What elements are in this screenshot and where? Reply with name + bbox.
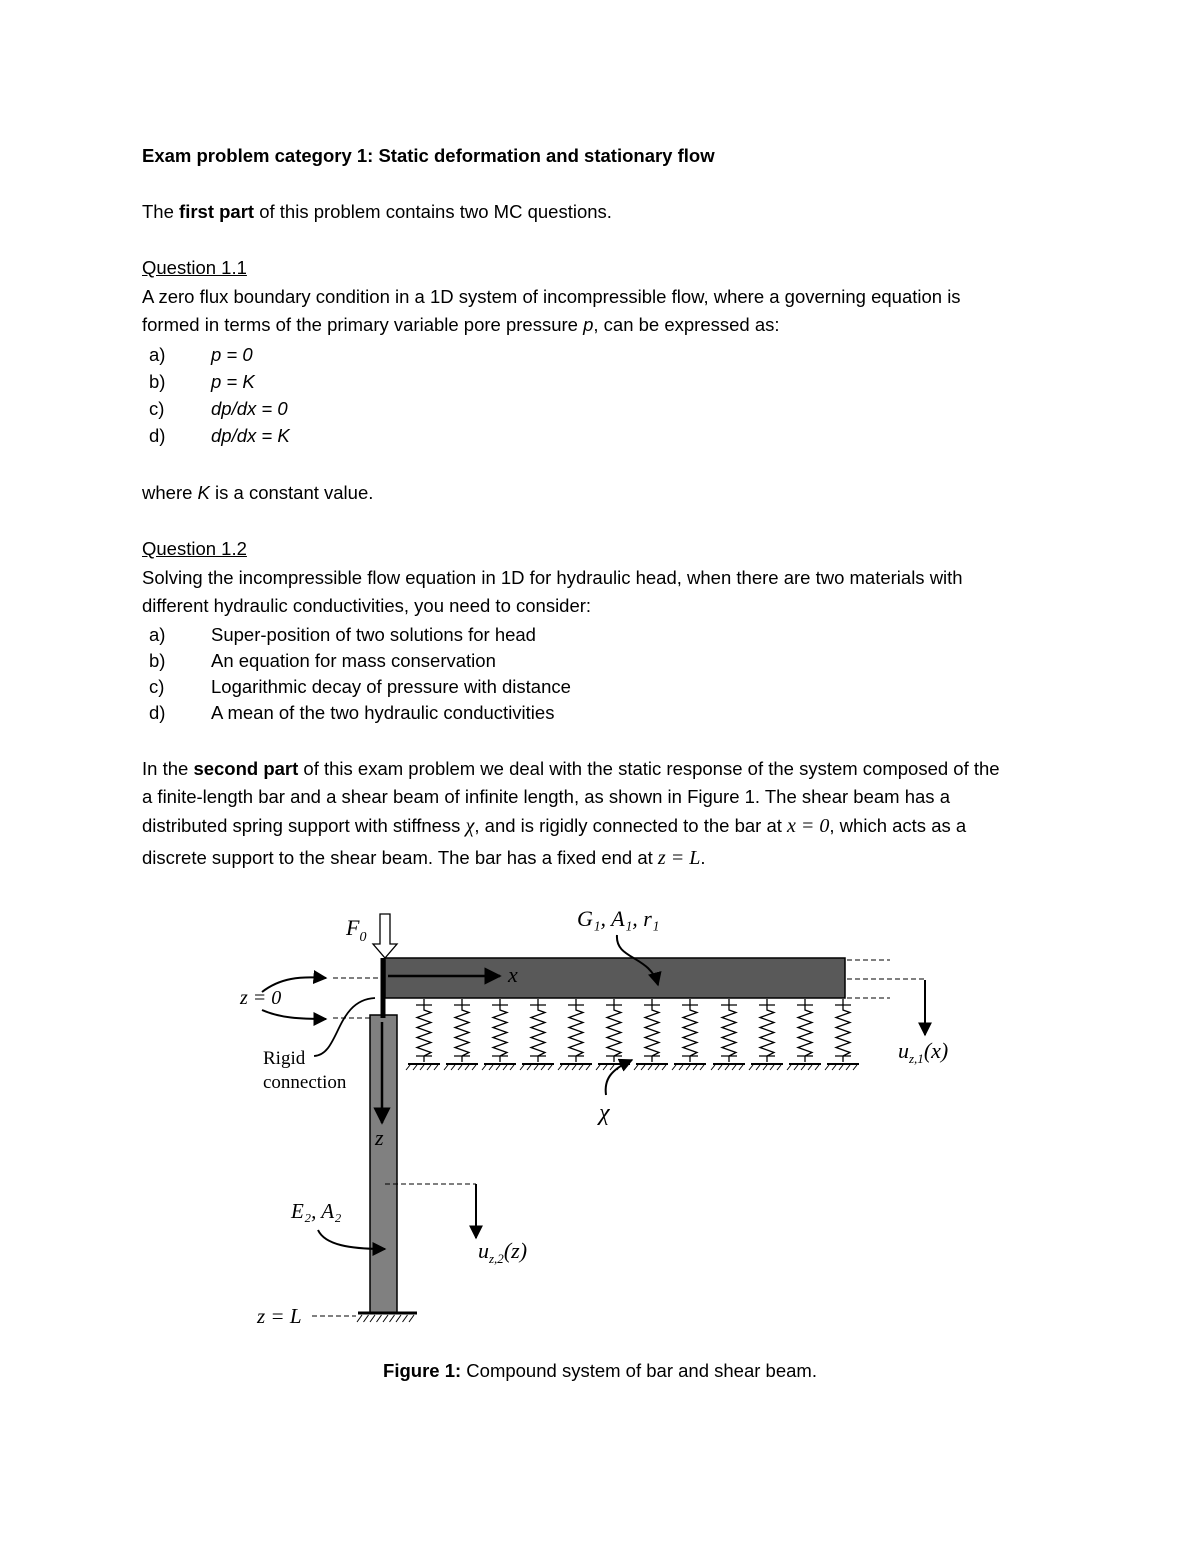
- question-1-2-heading: Question 1.2: [142, 538, 247, 559]
- bar-properties-label: E₂, A₂: [291, 1199, 342, 1223]
- fixed-hatch-mark: [383, 1315, 388, 1322]
- part2-l3-post: , which acts as a: [829, 815, 967, 836]
- option-label: c): [149, 676, 165, 697]
- question-1-1-heading: Question 1.1: [142, 257, 247, 278]
- beam-properties-label: G₁, A₁, r₁: [577, 906, 660, 931]
- option-text: A mean of the two hydraulic conductivities: [211, 702, 555, 723]
- force-arrow: [373, 914, 397, 958]
- spring-supports: [406, 999, 859, 1070]
- fixed-hatch-mark: [370, 1315, 375, 1322]
- fixed-hatch-mark: [403, 1315, 408, 1322]
- question-1-2-line-2: different hydraulic conductivities, you need to consider:: [142, 595, 592, 616]
- note-var: K: [197, 482, 210, 503]
- option-text: dp/dx = 0: [211, 398, 288, 419]
- fixed-hatch-mark: [357, 1315, 362, 1322]
- spring-9: [711, 999, 745, 1070]
- part2-l1-pre: In the: [142, 758, 194, 779]
- part2-l3-mid: , and is rigidly connected to the bar at: [474, 815, 788, 836]
- spring-11: [787, 999, 821, 1070]
- option-text: dp/dx = K: [211, 425, 290, 446]
- part2-l3-pre: distributed spring support with stiffness: [142, 815, 466, 836]
- part2-line-2: a finite-length bar and a shear beam of infinite length, as shown in Figure 1. The shear beam has a: [142, 786, 950, 807]
- part2-l3-symbol: χ: [465, 815, 475, 837]
- fixed-hatch-mark: [396, 1315, 401, 1322]
- intro-post: of this problem contains two MC questions.: [254, 201, 612, 222]
- intro-pre: The: [142, 201, 180, 222]
- option-label: d): [149, 702, 166, 723]
- option-text: Super-position of two solutions for head: [211, 624, 536, 645]
- spring-1: [406, 999, 440, 1070]
- part2-l3-equation: x = 0: [787, 815, 830, 837]
- z0-label: z = 0: [240, 987, 282, 1009]
- z0-pointer-lower: [262, 1010, 326, 1019]
- spring-7: [634, 999, 668, 1070]
- figure-caption: [0, 1360, 1200, 1382]
- part2-l4-equation: z = L: [657, 847, 701, 869]
- option-label: a): [149, 624, 166, 645]
- spring-2: [444, 999, 478, 1070]
- option-label: d): [149, 425, 166, 446]
- rigid-connection-pointer: [314, 998, 375, 1056]
- force-label: $F_0$: [346, 915, 367, 945]
- fixed-end-hatch: [357, 1315, 414, 1322]
- bar: [370, 1015, 397, 1313]
- shear-beam: [385, 958, 845, 998]
- chi-label: χ: [599, 1100, 610, 1126]
- spring-8: [672, 999, 706, 1070]
- z-axis-label: z: [375, 1125, 384, 1150]
- option-text: Logarithmic decay of pressure with distance: [211, 676, 571, 697]
- caption-text: Compound system of bar and shear beam.: [461, 1360, 817, 1381]
- uz1-label: $u_{z,1}(x)$: [898, 1038, 949, 1066]
- question-1-1-line-1: A zero flux boundary condition in a 1D system of incompressible flow, where a governing equation is: [142, 286, 961, 307]
- question-1-2-line-1: Solving the incompressible flow equation in 1D for hydraulic head, when there are two materials with: [142, 567, 963, 588]
- option-text: An equation for mass conservation: [211, 650, 496, 671]
- option-text: p = 0: [211, 344, 253, 365]
- q1-line2-post: , can be expressed as:: [593, 314, 780, 335]
- x-axis-label: x: [508, 962, 518, 987]
- fixed-hatch-mark: [409, 1315, 414, 1322]
- q1-line2-var: p: [583, 314, 594, 335]
- part2-l4-pre: discrete support to the shear beam. The bar has a fixed end at: [142, 847, 658, 868]
- note-pre: where: [142, 482, 198, 503]
- spring-5: [558, 999, 592, 1070]
- part2-l4-post: .: [700, 847, 706, 868]
- option-label: b): [149, 371, 166, 392]
- spring-12: [825, 999, 859, 1070]
- option-label: c): [149, 398, 165, 419]
- spring-3: [482, 999, 516, 1070]
- problem-title: Exam problem category 1: Static deformation and stationary flow: [142, 145, 715, 166]
- caption-bold: Figure 1:: [383, 1360, 462, 1381]
- q1-line2-pre: formed in terms of the primary variable pore pressure: [142, 314, 584, 335]
- part2-l1-bold: second part: [193, 758, 299, 779]
- option-label: b): [149, 650, 166, 671]
- spring-6: [596, 999, 630, 1070]
- uz2-label: $u_{z,2}(z)$: [478, 1238, 528, 1266]
- rigid-label-line1: Rigid: [263, 1048, 306, 1069]
- fixed-hatch-mark: [377, 1315, 382, 1322]
- option-text: p = K: [211, 371, 255, 392]
- rigid-label-line2: connection: [263, 1072, 347, 1093]
- zL-label: z = L: [257, 1304, 302, 1328]
- part2-l1-post: of this exam problem we deal with the static response of the system composed of the: [298, 758, 1000, 779]
- fixed-hatch-mark: [390, 1315, 395, 1322]
- note-post: is a constant value.: [209, 482, 374, 503]
- fixed-hatch-mark: [364, 1315, 369, 1322]
- spring-4: [520, 999, 554, 1070]
- spring-10: [749, 999, 783, 1070]
- intro-bold: first part: [179, 201, 255, 222]
- option-label: a): [149, 344, 166, 365]
